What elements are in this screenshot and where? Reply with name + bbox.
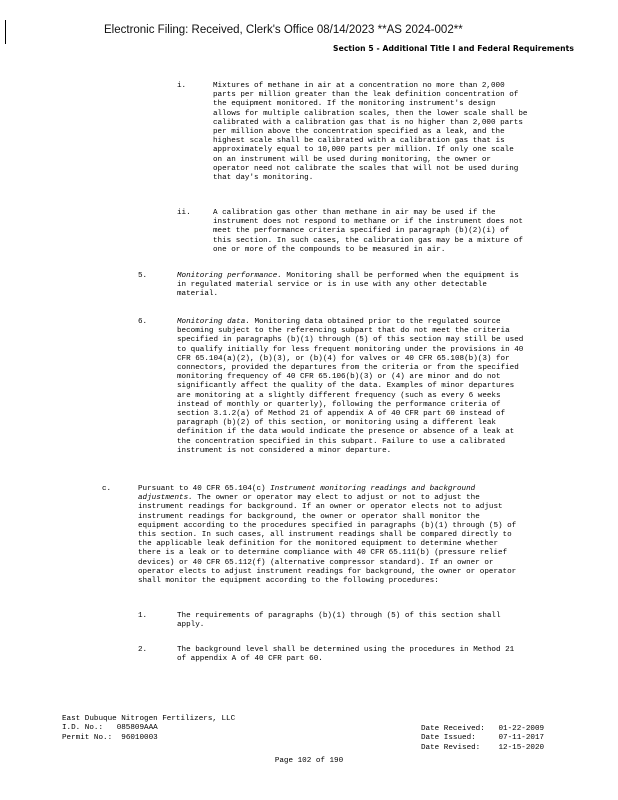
footer-issued-value: 07-11-2017 xyxy=(498,734,545,743)
item-6-line: monitoring frequency of 40 CFR 65.106(b)(3) or (4) are minor and do not xyxy=(177,373,501,382)
item-i-line: on an instrument will be used during monitoring, the owner or xyxy=(213,155,491,164)
footer-id-value: 085809AAA xyxy=(116,724,158,733)
item-ii-line: A calibration gas other than methane in air may be used if the xyxy=(213,209,496,217)
item-i-line: calibrated with a calibration gas that is no higher than 2,000 parts xyxy=(213,118,523,127)
item-6-line: connectors, provided the departures from the criteria or from the specified xyxy=(177,364,519,373)
item-c-line: devices) or 40 CFR 65.112(f) (alternative compressor standard). If an owner or xyxy=(138,558,494,567)
item-5-line: material. xyxy=(177,290,219,299)
item-ii-line: one or more of the compounds to be measured in air. xyxy=(213,245,446,254)
item-i-line: operator need not calibrate the scales that will not be used during xyxy=(213,164,519,173)
item-i-line: per million above the concentration specified as a leak, and the xyxy=(213,128,505,137)
item-6-line: are monitoring at a slightly different frequency (such as every 6 weeks xyxy=(177,391,501,400)
item-i-line: the equipment monitored. If the monitoring instrument's design xyxy=(213,100,496,109)
footer-received-label: Date Received: xyxy=(421,725,485,733)
item-6-label: 6. xyxy=(138,318,148,326)
item-6-line: significantly affect the quality of the data. Examples of minor departures xyxy=(177,382,515,391)
item-5-label: 5. xyxy=(138,272,148,280)
footer-right xyxy=(421,725,544,753)
item-ii-label: ii. xyxy=(177,209,191,217)
item-c-line: there is a leak or to determine compliance with 40 CFR 65.111(b) (pressure relief xyxy=(138,549,508,558)
item-c-label: c. xyxy=(102,485,112,493)
item-ii-line: instrument does not respond to methane or if the instrument does not xyxy=(213,218,523,227)
item-6-line: paragraph (b)(2) of this section, or monitoring using a different leak xyxy=(177,419,496,428)
item-5-text xyxy=(177,272,519,300)
item-i-line: Mixtures of methane in air at a concentration no more than 2,000 xyxy=(213,82,505,90)
page-number: Page 102 of 190 xyxy=(274,757,344,765)
section-header: Section 5 - Additional Title I and Federal Requirements xyxy=(333,44,574,53)
item-c-line: the applicable leak definition for the monitored equipment to determine whether xyxy=(138,540,499,549)
item-i-line: approximately equal to 10,000 parts per million. If only one scale xyxy=(213,146,514,155)
item-5-line-first: Monitoring shall be performed when the equipment is xyxy=(281,272,519,280)
footer-issued-label: Date Issued: xyxy=(421,734,476,743)
item-6-line: becoming subject to the referencing subpart that do not meet the criteria xyxy=(177,327,510,336)
footer-permit-label: Permit No.: xyxy=(62,733,113,742)
filing-stamp: Electronic Filing: Received, Clerk's Office 08/14/2023 **AS 2024-002** xyxy=(104,24,463,36)
item-6-line: instrument is not considered a minor departure. xyxy=(177,446,392,455)
item-c2-line: of appendix A of 40 CFR part 60. xyxy=(177,655,323,664)
item-i-line: allows for multiple calibration scales, then the lower scale shall be xyxy=(213,109,528,118)
item-c-line-second: The owner or operator may elect to adjust or not to adjust the xyxy=(192,494,480,503)
item-c-title: Instrument monitoring readings and background xyxy=(270,485,476,493)
item-6-text xyxy=(177,318,523,456)
item-c-line: instrument readings for background, the owner or operator shall monitor the xyxy=(138,512,480,521)
item-6-line-first: Monitoring data obtained prior to the regulated source xyxy=(249,318,501,326)
item-c-line: instrument readings for background. If an owner or operator elects not to adjust xyxy=(138,503,503,512)
item-c1-text xyxy=(177,612,501,630)
margin-bar xyxy=(5,20,6,44)
item-c-line: this section. In such cases, all instrument readings shall be compared directly to xyxy=(138,531,512,540)
item-6-line: the concentration specified in this subpart. Failure to use a calibrated xyxy=(177,437,506,446)
item-ii-text xyxy=(213,209,523,255)
item-6-title: Monitoring data. xyxy=(177,318,250,326)
footer-permit-value: 96010003 xyxy=(121,733,158,742)
item-i-line: that day's monitoring. xyxy=(213,174,314,183)
item-6-line: instead of monthly or quarterly), following the performance criteria of xyxy=(177,400,501,409)
item-i-line: highest scale shall be calibrated with a calibration gas that is xyxy=(213,137,505,146)
footer-id-label: I.D. No.: xyxy=(62,724,104,733)
footer-left xyxy=(62,715,235,743)
item-c-line-first: Pursuant to 40 CFR 65.104(c) xyxy=(138,485,271,493)
item-ii-line: meet the performance criteria specified in paragraph (b)(2)(i) of xyxy=(213,227,510,236)
item-c1-line: apply. xyxy=(177,621,205,630)
item-6-line: to qualify initially for less frequent monitoring under the provisions in 40 xyxy=(177,345,524,354)
footer-revised-value: 12-15-2020 xyxy=(498,743,545,752)
item-c-text xyxy=(138,485,516,586)
item-c-line: operator elects to adjust instrument readings for background, the owner or operator xyxy=(138,567,517,576)
item-i-text xyxy=(213,82,527,183)
item-6-line: section 3.1.2(a) of Method 21 of appendix A of 40 CFR part 60 instead of xyxy=(177,410,506,419)
item-c1-label: 1. xyxy=(138,612,148,620)
item-5-title: Monitoring performance. xyxy=(177,272,282,280)
item-i-label: i. xyxy=(177,82,187,90)
item-6-line: definition if the data would indicate the presence or absence of a leak at xyxy=(177,428,515,437)
item-6-line: specified in paragraphs (b)(1) through (5) of this section may still be used xyxy=(177,336,524,345)
footer-company: East Dubuque Nitrogen Fertilizers, LLC xyxy=(62,715,236,723)
item-5-line: in regulated material service or is in use with any other detectable xyxy=(177,281,487,290)
item-c2-text xyxy=(177,646,514,664)
item-c2-label: 2. xyxy=(138,646,148,654)
footer-revised-label: Date Revised: xyxy=(421,743,481,752)
item-c-line: equipment according to the procedures specified in paragraphs (b)(1) through (5) of xyxy=(138,521,517,530)
item-c-line: shall monitor the equipment according to the following procedures: xyxy=(138,577,439,586)
item-c2-line: The background level shall be determined using the procedures in Method 21 xyxy=(177,646,515,654)
item-c1-line: The requirements of paragraphs (b)(1) through (5) of this section shall xyxy=(177,612,501,620)
item-c-title-cont: adjustments. xyxy=(138,494,193,503)
footer-received-value: 01-22-2009 xyxy=(498,725,545,733)
item-6-line: CFR 65.104(a)(2), (b)(3), or (b)(4) for valves or 40 CFR 65.108(b)(3) for xyxy=(177,354,510,363)
item-i-line: parts per million greater than the leak definition concentration of xyxy=(213,91,519,100)
item-ii-line: this section. In such cases, the calibration gas may be a mixture of xyxy=(213,236,523,245)
